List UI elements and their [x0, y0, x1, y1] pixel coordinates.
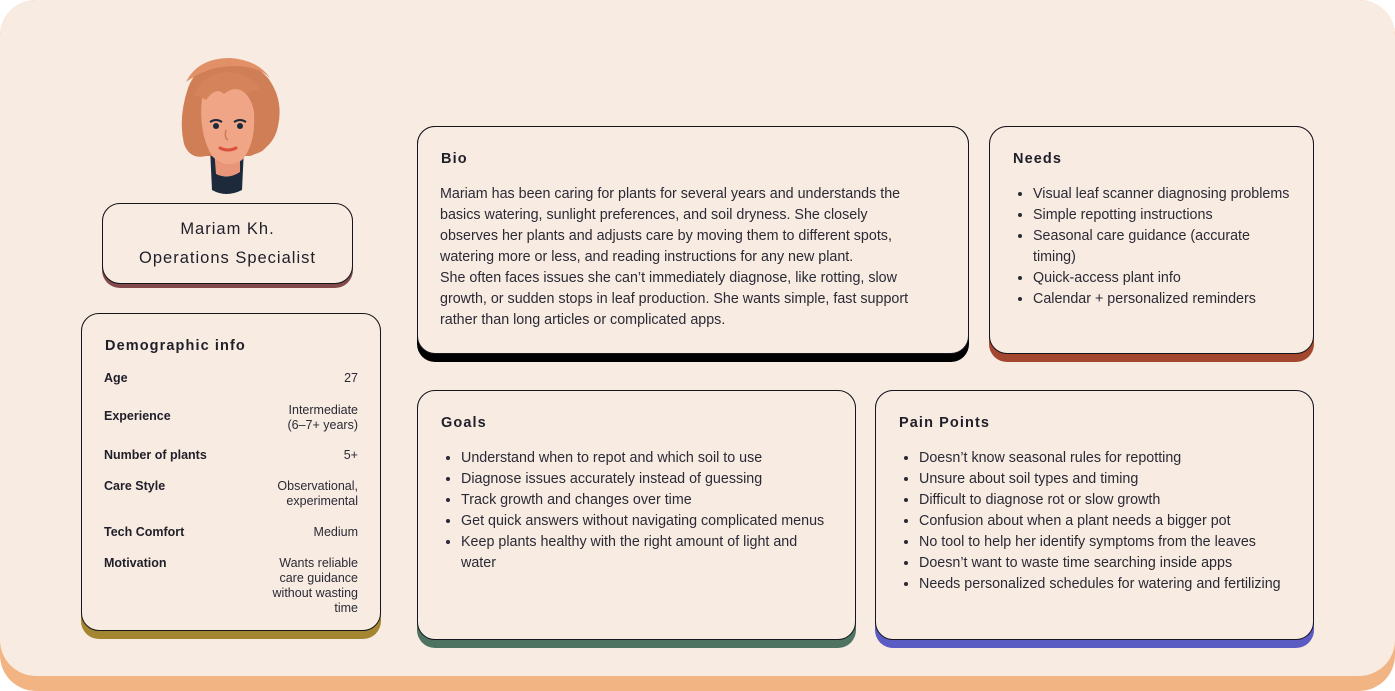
- demo-key: Tech Comfort: [104, 525, 185, 539]
- demo-value: 5+: [343, 448, 358, 462]
- needs-list: [1012, 184, 1295, 310]
- goals-title: Goals: [441, 415, 487, 431]
- list-item: • Keep plants healthy with the right amount of light and water: [461, 532, 833, 574]
- list-item: • Doesn’t want to waste time searching inside apps: [919, 553, 1297, 574]
- pain-points-title: Pain Points: [899, 415, 991, 431]
- list-item: • Confusion about when a plant needs a bigger pot: [919, 511, 1297, 532]
- demo-value: Wants reliable care guidance without wasting time: [272, 556, 358, 615]
- list-item: • Get quick answers without navigating complicated menus: [461, 511, 833, 532]
- list-item: • Difficult to diagnose rot or slow growth: [919, 490, 1297, 511]
- avatar: [158, 48, 294, 204]
- list-item: • Seasonal care guidance (accurate timing): [1033, 226, 1295, 268]
- demo-value: 27: [344, 371, 358, 385]
- list-item: • Quick-access plant info: [1033, 268, 1295, 289]
- list-item: • Calendar + personalized reminders: [1033, 289, 1295, 310]
- demographic-title: Demographic info: [105, 338, 246, 354]
- demo-key: Care Style: [104, 479, 166, 493]
- list-item: • Unsure about soil types and timing: [919, 469, 1297, 490]
- demo-value: Medium: [313, 525, 358, 539]
- pain-points-card: [875, 390, 1314, 640]
- persona-role: Operations Specialist: [139, 249, 316, 267]
- demo-key: Number of plants: [104, 448, 207, 462]
- persona-name: Mariam Kh.: [180, 220, 275, 238]
- goals-list: [440, 448, 833, 574]
- name-card: [102, 203, 353, 288]
- goals-card: [417, 390, 856, 640]
- list-item: • Track growth and changes over time: [461, 490, 833, 511]
- bio-card: [417, 126, 969, 354]
- list-item: • Simple repotting instructions: [1033, 205, 1295, 226]
- bio-title: Bio: [441, 151, 468, 167]
- list-item: • No tool to help her identify symptoms from the leaves: [919, 532, 1297, 553]
- demo-value: Intermediate (6–7+ years): [287, 403, 358, 432]
- demo-value: Observational, experimental: [277, 479, 358, 508]
- list-item: • Doesn’t know seasonal rules for repotting: [919, 448, 1297, 469]
- list-item: • Needs personalized schedules for watering and fertilizing: [919, 574, 1297, 595]
- pain-points-list: [898, 448, 1297, 595]
- bio-text: Mariam has been caring for plants for several years and understands the basics watering, sunlight preferences, and soil dryness. She closely observes her plants and adjusts care by moving them to different spots, watering more or less, and reading instructions for any new plant. She often faces issues she can’t immediately diagnose, like rotting, slow growth, or sudden stops in leaf production. She wants simple, fast support rather than long articles or complicated apps.: [440, 186, 909, 328]
- needs-card: [989, 126, 1314, 354]
- needs-title: Needs: [1013, 151, 1063, 167]
- demo-key: Age: [104, 371, 128, 385]
- list-item: • Diagnose issues accurately instead of guessing: [461, 469, 833, 490]
- list-item: • Understand when to repot and which soil to use: [461, 448, 833, 469]
- list-item: • Visual leaf scanner diagnosing problems: [1033, 184, 1295, 205]
- demo-key: Experience: [104, 409, 171, 423]
- demographic-card: [81, 313, 381, 631]
- demo-key: Motivation: [104, 556, 167, 570]
- name-card-face: [102, 203, 353, 284]
